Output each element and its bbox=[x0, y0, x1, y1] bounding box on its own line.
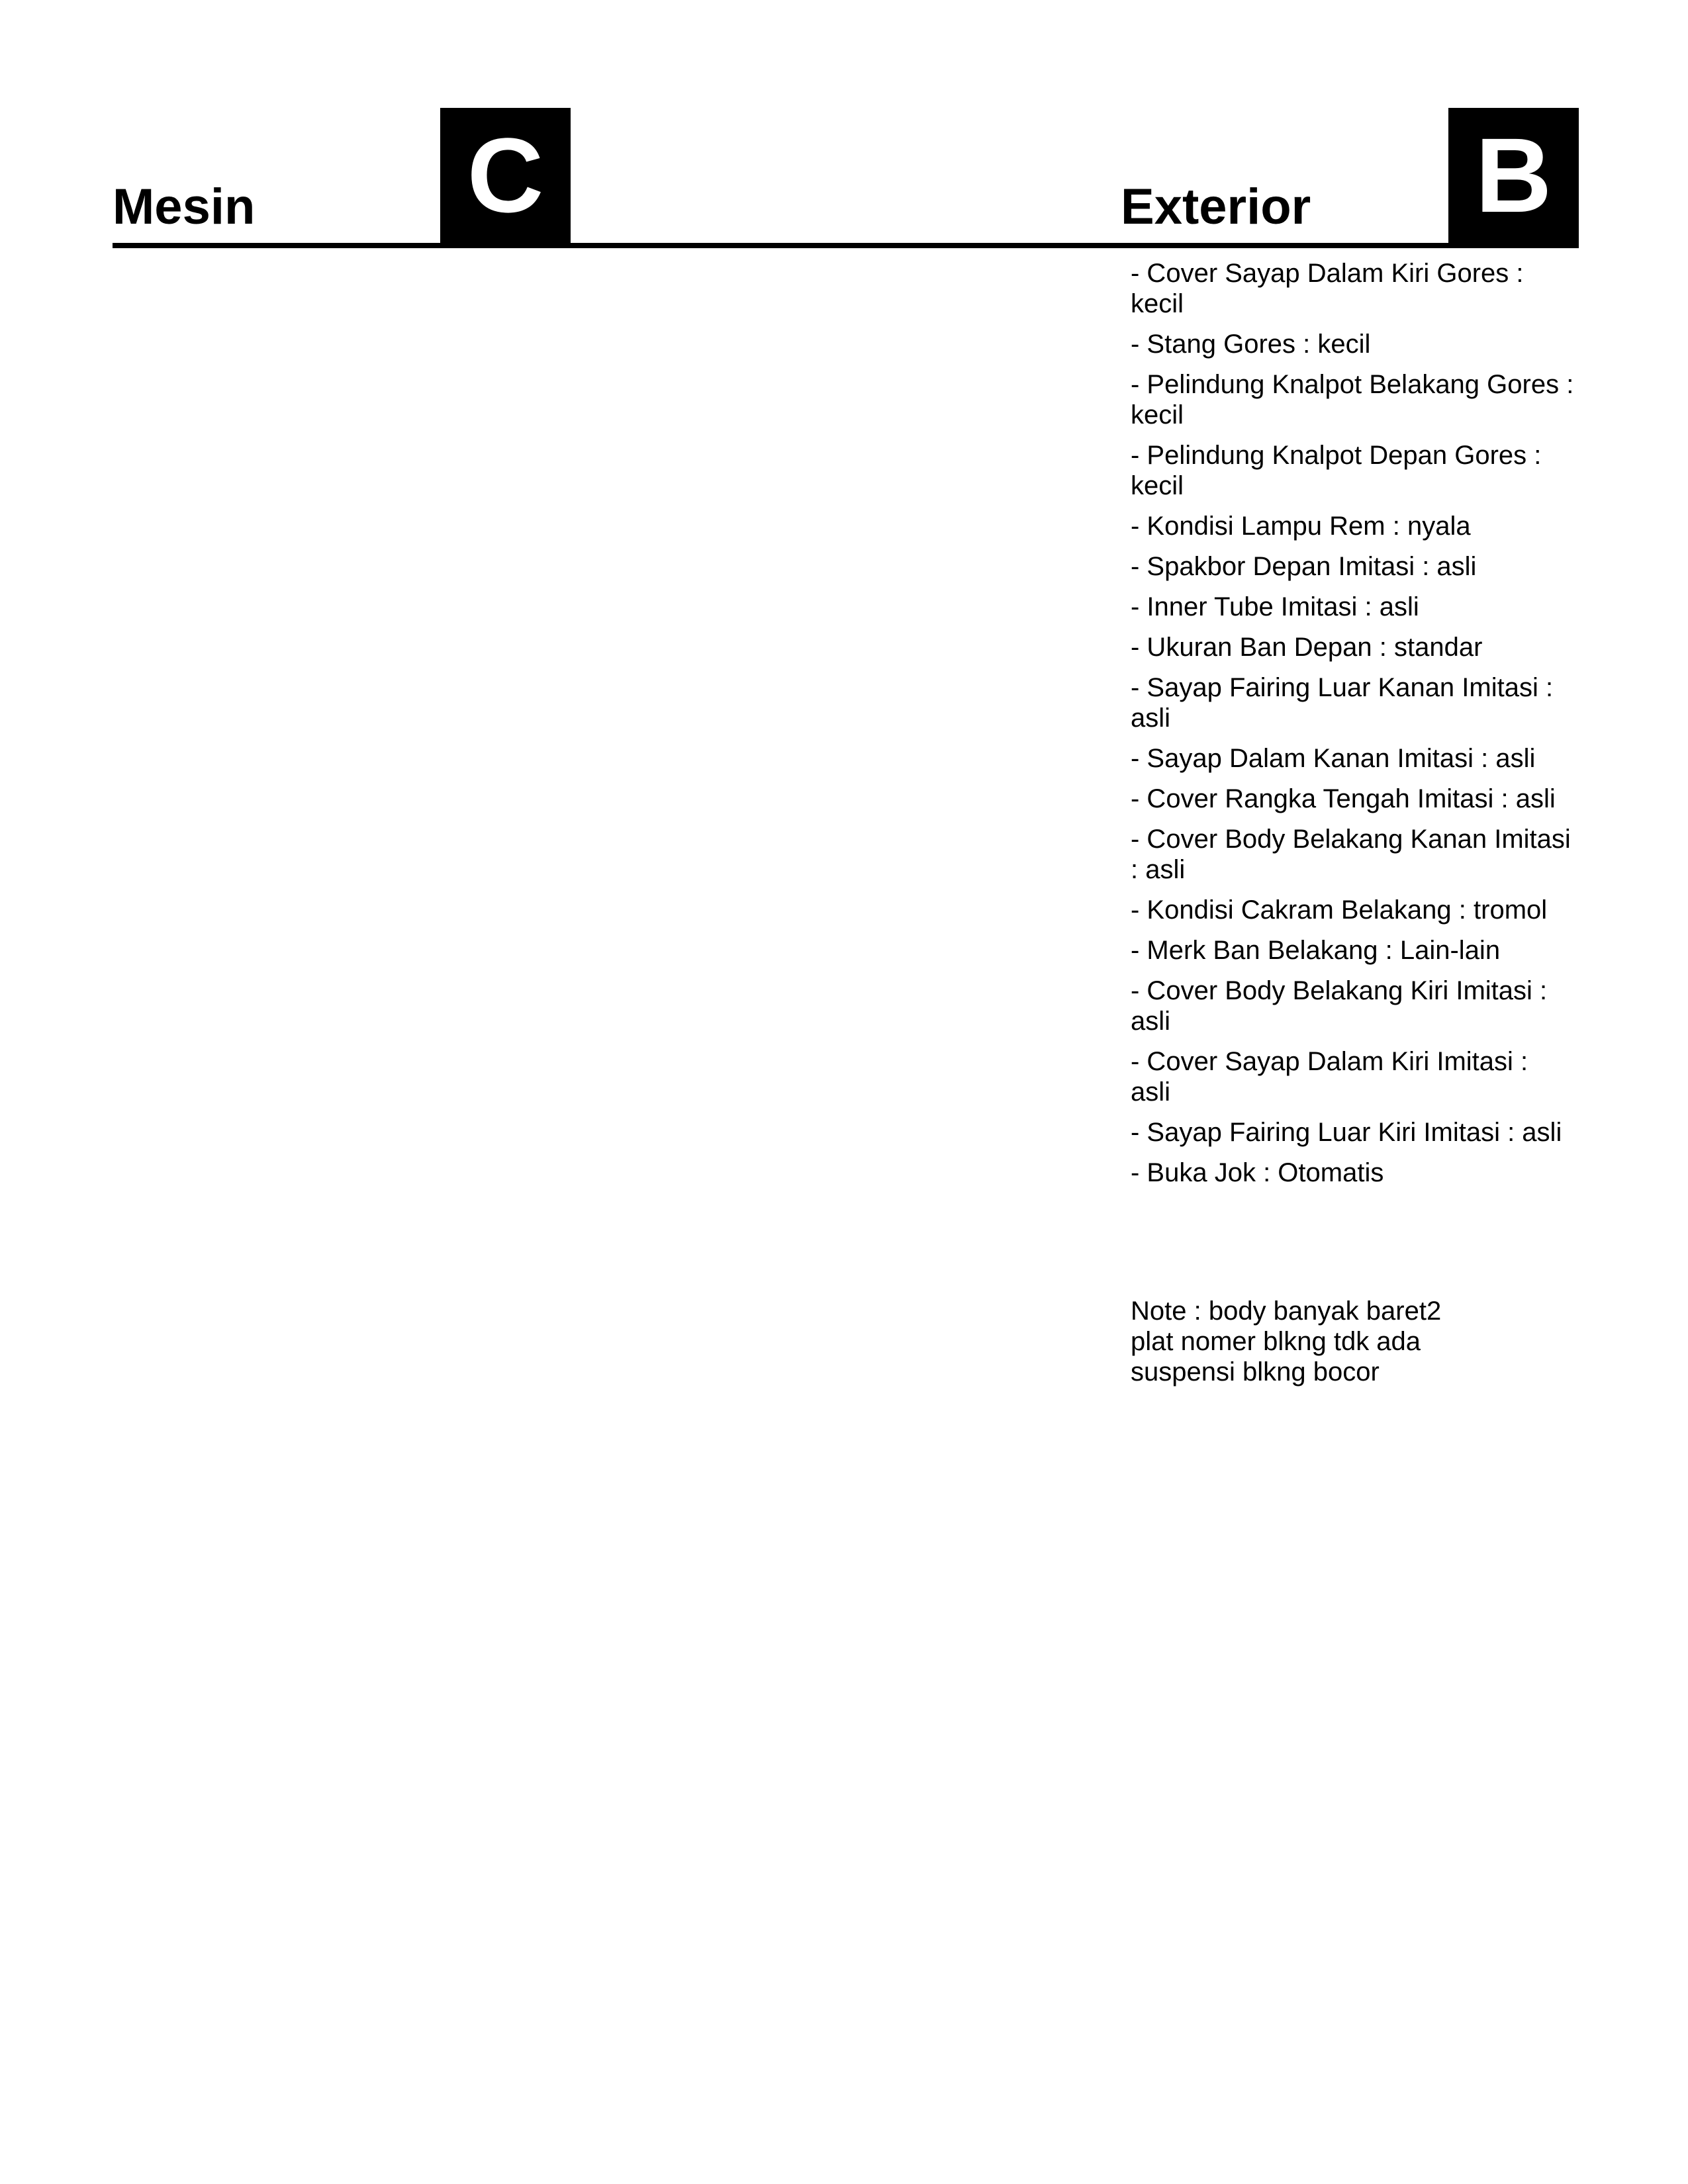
list-item: - Sayap Fairing Luar Kiri Imitasi : asli bbox=[1131, 1118, 1562, 1147]
mesin-section-header bbox=[113, 108, 1121, 248]
mesin-grade-badge: C bbox=[440, 108, 571, 243]
mesin-section-title: Mesin bbox=[113, 179, 256, 235]
list-item: - Kondisi Cakram Belakang : tromol bbox=[1131, 895, 1548, 925]
exterior-grade-badge: B bbox=[1448, 108, 1579, 243]
list-item: - Cover Sayap Dalam Kiri Imitasi : asli bbox=[1131, 1047, 1528, 1107]
list-item: - Sayap Dalam Kanan Imitasi : asli bbox=[1131, 744, 1536, 773]
list-item: - Cover Body Belakang Kanan Imitasi : asli bbox=[1131, 825, 1571, 884]
list-item: - Spakbor Depan Imitasi : asli bbox=[1131, 552, 1477, 581]
list-item: - Inner Tube Imitasi : asli bbox=[1131, 592, 1419, 621]
list-item: - Cover Body Belakang Kiri Imitasi : asli bbox=[1131, 976, 1548, 1036]
exterior-section-header bbox=[1121, 108, 1579, 248]
exterior-findings-list bbox=[1131, 258, 1574, 1198]
list-item: - Pelindung Knalpot Belakang Gores : kecil bbox=[1131, 370, 1574, 430]
list-item: - Ukuran Ban Depan : standar bbox=[1131, 633, 1483, 662]
list-item: - Cover Sayap Dalam Kiri Gores : kecil bbox=[1131, 259, 1524, 318]
list-item: - Buka Jok : Otomatis bbox=[1131, 1158, 1384, 1187]
list-item: - Cover Rangka Tengah Imitasi : asli bbox=[1131, 784, 1556, 813]
list-item: - Merk Ban Belakang : Lain-lain bbox=[1131, 936, 1501, 965]
exterior-note: Note : body banyak baret2 plat nomer blkng tdk ada suspensi blkng bocor bbox=[1131, 1297, 1442, 1387]
list-item: - Kondisi Lampu Rem : nyala bbox=[1131, 512, 1471, 541]
list-item: - Stang Gores : kecil bbox=[1131, 330, 1371, 359]
list-item: - Sayap Fairing Luar Kanan Imitasi : asli bbox=[1131, 673, 1554, 733]
list-item: - Pelindung Knalpot Depan Gores : kecil bbox=[1131, 441, 1542, 500]
exterior-section-title: Exterior bbox=[1121, 179, 1311, 235]
